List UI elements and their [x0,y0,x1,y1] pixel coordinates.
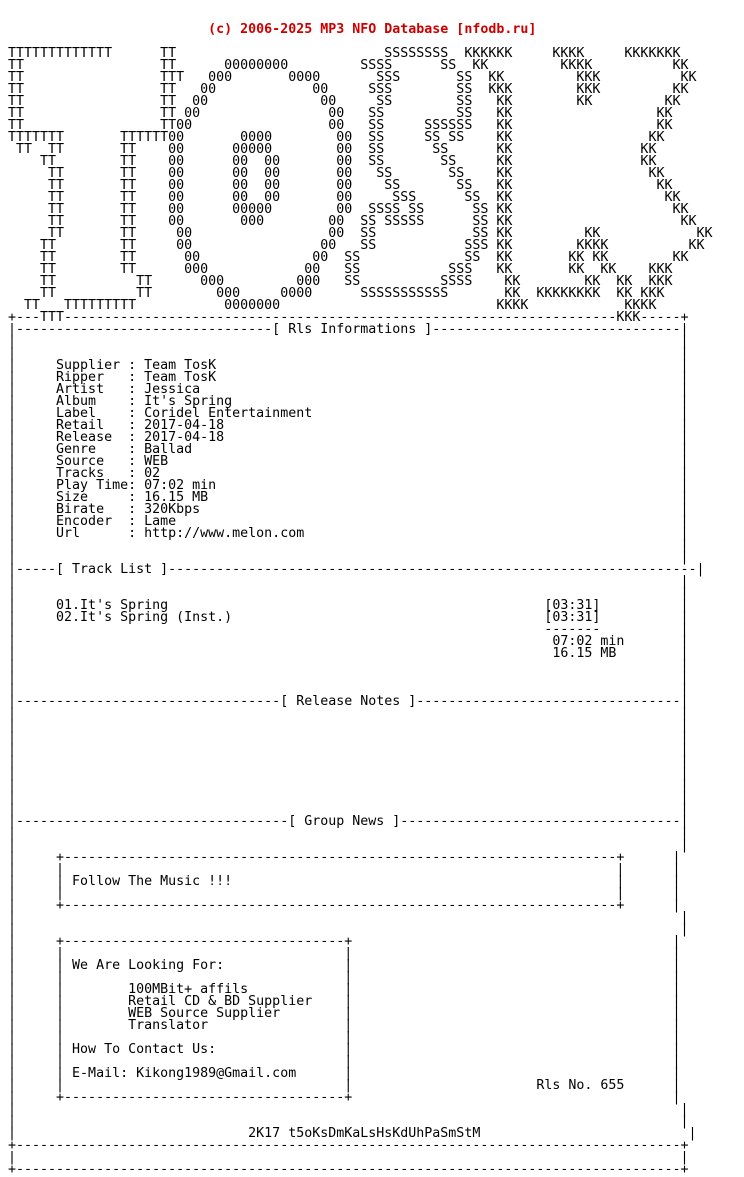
nfo-line: | 02.It's Spring (Inst.) [03:31] | [0,610,689,625]
nfo-line: | | Follow The Music !!! | | [0,874,681,889]
nfo-line: | | | | [0,1054,681,1069]
nfo-line: |---------------------------------[ Release Notes ]---------------------------------| [0,694,689,709]
nfo-line: | | 100MBit+ affils | | [0,982,681,997]
nfo-line: | | [0,334,689,349]
nfo-line: | | Retail CD & BD Supplier | | [0,994,681,1009]
nfo-line: | | [0,586,689,601]
nfo-line: +-----------------------------------------------------------------------------------+ [0,1162,689,1177]
nfo-line: | | | | [0,862,681,877]
nfo-line: | Album : It's Spring | [0,394,689,409]
nfo-line: TT TT 00 00000 00 SSSS SS SS KK KK [0,202,689,217]
nfo-line: | | Translator | | [0,1018,681,1033]
nfo-line: +---TTT---------------------------------------------------------------------KKK-----+ [0,310,689,325]
nfo-line: |----------------------------------[ Group News ]-----------------------------------| [0,814,689,829]
nfo-line: TT TT 00 00 SS SS KK KK KK [0,94,681,109]
nfo-line: | +-----------------------------------+ | [0,1090,681,1105]
nfo-line: TT TT 000 00 SS SSS KK KK KK KKK [0,262,673,277]
nfo-line: | Play Time: 07:02 min | [0,478,689,493]
nfo-line: TT TT 00 00 SS SS KK KK [0,106,673,121]
nfo-line: | Supplier : Team TosK | [0,358,689,373]
nfo-line: | +---------------------------------------------------------------------+ | [0,898,681,913]
nfo-line: TT TT00 00 SS SSSSSS KK KK [0,118,673,133]
nfo-line: TT TT 00 00 00 00 SSS SS KK KK [0,190,681,205]
nfo-line: | | [0,754,689,769]
nfo-line: | | [0,766,689,781]
nfo-line: | | [0,1114,689,1129]
nfo-line: | | WEB Source Supplier | | [0,1006,681,1021]
nfo-line: | | [0,730,689,745]
nfo-line: | | [0,682,689,697]
nfo-line: | Tracks : 02 | [0,466,689,481]
nfo-line: TT TT 00 00 00 00 SS SS KK KK [0,154,657,169]
nfo-line: | | We Are Looking For: | | [0,958,681,973]
nfo-line: TT TT 00 00 SSS SS KKK KKK KK [0,82,689,97]
nfo-line: | | [0,802,689,817]
nfo-line: | | | | [0,886,681,901]
nfo-line: TT TT 00 00 00 00 SS SS KK KK [0,178,673,193]
nfo-line: | 01.It's Spring [03:31] | [0,598,689,613]
nfo-line: | Source : WEB | [0,454,689,469]
nfo-line: | | [0,922,689,937]
nfo-line: |--------------------------------[ Rls Informations ]-------------------------------| [0,322,689,337]
nfo-line: | | [0,550,689,565]
nfo-line: TT TTT 000 0000 SSS SS KK KKK KK [0,70,697,85]
nfo-line: | Url : http://www.melon.com | [0,526,689,541]
nfo-line: | | [0,790,689,805]
nfo-line: TT TT TT 00 00000 00 SS SS KK KK [0,142,657,157]
nfo-line: | Encoder : Lame | [0,514,689,529]
nfo-line: TT TT 00 000 00 SS SSSSS SS KK KK [0,214,697,229]
nfo-line: TT TT 000 000 SS SSSS KK KK KK KKK [0,274,673,289]
nfo-line: +-----------------------------------------------------------------------------------+ [0,1138,689,1153]
nfo-line: | Release : 2017-04-18 | [0,430,689,445]
nfo-line: |-----[ Track List ]------------------------------------------------------------------| [0,562,705,577]
nfo-line: | | [0,838,689,853]
nfo-line: | 16.15 MB | [0,646,689,661]
nfo-line: | | How To Contact Us: | | [0,1042,681,1057]
nfo-line: | | | Rls No. 655 | [0,1078,681,1093]
nfo-line: | | [0,706,689,721]
nfo-line: | | | | [0,946,681,961]
nfo-line: | Ripper : Team TosK | [0,370,689,385]
nfo-line: | | | | [0,1030,681,1045]
nfo-line: | | E-Mail: Kikong1989@Gmail.com | | [0,1066,681,1081]
nfo-line: | | [0,718,689,733]
nfo-line: TT TT 00 00 SS SS KK KK KK KK [0,250,689,265]
nfo-line: | Retail : 2017-04-18 | [0,418,689,433]
nfo-line: TT TT 00 00 SS SSS KK KKKK KK [0,238,705,253]
nfo-line: | ------- | [0,622,689,637]
nfo-line: TT TTTTTTTTT 0000000 KKKK KKKK [0,298,657,313]
nfo-line: | | [0,910,689,925]
nfo-line: | 2K17 t5oKsDmKaLsHsKdUhPaSmStM | [0,1126,697,1141]
nfo-line: | | [0,1102,689,1117]
nfo-line: | | | | [0,970,681,985]
nfo-line: | | [0,346,689,361]
nfo-line: | | [0,538,689,553]
nfo-line: | | [0,826,689,841]
nfo-line: TT TT 00000000 SSSS SS KK KKKK KK [0,58,689,73]
nfo-line: | | [0,658,689,673]
nfo-line: | | [0,670,689,685]
nfo-line: | | [0,778,689,793]
nfo-line: | | [0,574,689,589]
nfo-line: | Label : Coridel Entertainment | [0,406,689,421]
nfo-line: TT TT 000 0000 SSSSSSSSSSS KK KKKKKKKK KK KKK [0,286,665,301]
nfo-line: | Artist : Jessica | [0,382,689,397]
nfo-line: TT TT 00 00 SS SS KK KK KK [0,226,713,241]
nfo-line: TT TT 00 00 00 00 SS SS KK KK [0,166,665,181]
nfo-line: | +-----------------------------------+ | [0,934,681,949]
nfo-line: | +---------------------------------------------------------------------+ | [0,850,681,865]
nfo-line: | Birate : 320Kbps | [0,502,689,517]
nfo-line: TTTTTTTTTTTTT TT SSSSSSSS KKKKKK KKKK KKKKKKK [0,46,681,61]
nfo-line: | | [0,742,689,757]
nfo-line: TTTTTTT TTTTTT00 0000 00 SS SS SS KK KK [0,130,665,145]
nfo-line: | Size : 16.15 MB | [0,490,689,505]
nfo-line: | | [0,1150,689,1165]
nfo-line: | Genre : Ballad | [0,442,689,457]
copyright-header[interactable]: (c) 2006-2025 MP3 NFO Database [nfodb.ru] [0,22,537,37]
nfo-line: | 07:02 min | [0,634,689,649]
